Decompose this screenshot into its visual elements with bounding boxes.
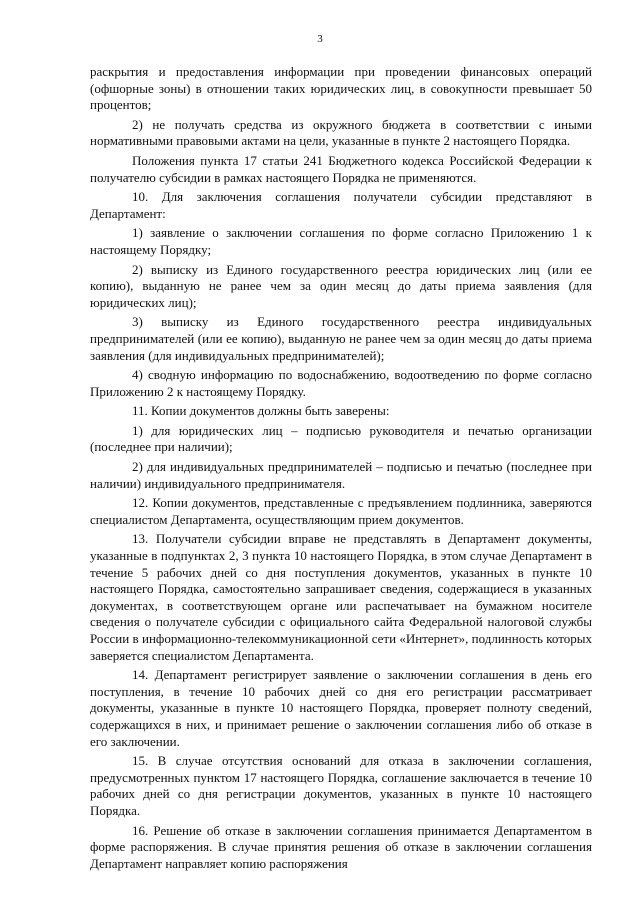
paragraph-clause-11: 11. Копии документов должны быть заверены: <box>132 403 390 419</box>
document-body <box>90 64 592 875</box>
paragraph-budget-code: Положения пункта 17 статьи 241 Бюджетного кодекса Российской Федерации к получателю субсидии в рамках настоящего Порядка не применяются. <box>90 152 592 185</box>
paragraph-clause-13: 13. Получатели субсидии вправе не представлять в Департамент документы, указанные в подпунктах 2, 3 пункта 10 настоящего Порядка, в этом случае Департамент в течение 5 рабочих дней со дня поступления документов, указанных в пункте 10 настоящего Порядка, самостоятельно запрашивает сведения, содержащиеся в указанных документах, в соответствующем органе или распечатывает на бумажном носителе сведения о получателе субсидии с официального сайта Федеральной налоговой службы России в информационно-телекоммуникационной сети «Интернет», подлинность которых заверяется специалистом Департамента. <box>90 531 592 663</box>
page-number: 3 <box>317 33 323 45</box>
paragraph-clause-11-item-1: 1) для юридических лиц – подписью руководителя и печатью организации (последнее при наличии); <box>90 422 592 455</box>
paragraph-continuation: раскрытия и предоставления информации при проведении финансовых операций (офшорные зоны) в отношении таких юридических лиц, в совокупности превышает 50 процентов; <box>90 64 592 113</box>
paragraph-clause-16: 16. Решение об отказе в заключении соглашения принимается Департаментом в форме распоряжения. В случае принятия решения об отказе в заключении соглашения Департамент направляет копию распоряжения <box>90 822 592 871</box>
paragraph-clause-14: 14. Департамент регистрирует заявление о заключении соглашения в день его поступления, в течение 10 рабочих дней со дня его регистрации рассматривает документы, указанные в пункте 10 настоящего Порядка, проверяет полноту сведений, содержащихся в них, и принимает решение о заключении соглашения либо об отказе в его заключении. <box>90 667 592 749</box>
paragraph-clause-11-item-2: 2) для индивидуальных предпринимателей – подписью и печатью (последнее при наличии) индивидуального предпринимателя. <box>90 459 592 491</box>
paragraph-clause-10-item-3: 3) выписку из Единого государственного реестра индивидуальных предпринимателей (или ее копию), выданную не ранее чем за один месяц до даты приема заявления (для индивидуальных предпринимателей); <box>90 314 592 363</box>
paragraph-clause-12: 12. Копии документов, представленные с предъявлением подлинника, заверяются специалистом Департамента, осуществляющим прием документов. <box>90 495 592 527</box>
paragraph-clause-10: 10. Для заключения соглашения получатели субсидии представляют в Департамент: <box>90 189 592 221</box>
paragraph-clause-10-item-1: 1) заявление о заключении соглашения по форме согласно Приложению 1 к настоящему Порядку; <box>90 225 592 257</box>
paragraph-clause-15: 15. В случае отсутствия оснований для отказа в заключении соглашения, предусмотренных пунктом 17 настоящего Порядка, соглашение заключается в течение 10 рабочих дней со дня регистрации документов, указанных в пункте 10 настоящего Порядка. <box>90 753 592 818</box>
paragraph-clause-10-item-4: 4) сводную информацию по водоснабжению, водоотведению по форме согласно Приложению 2 к настоящему Порядку. <box>90 367 592 399</box>
paragraph-item-2: 2) не получать средства из окружного бюджета в соответствии с иными нормативными правовыми актами на цели, указанные в пункте 2 настоящего Порядка. <box>90 116 592 149</box>
paragraph-clause-10-item-2: 2) выписку из Единого государственного реестра юридических лиц (или ее копию), выданную не ранее чем за один месяц до даты приема заявления (для юридических лиц); <box>90 261 592 310</box>
